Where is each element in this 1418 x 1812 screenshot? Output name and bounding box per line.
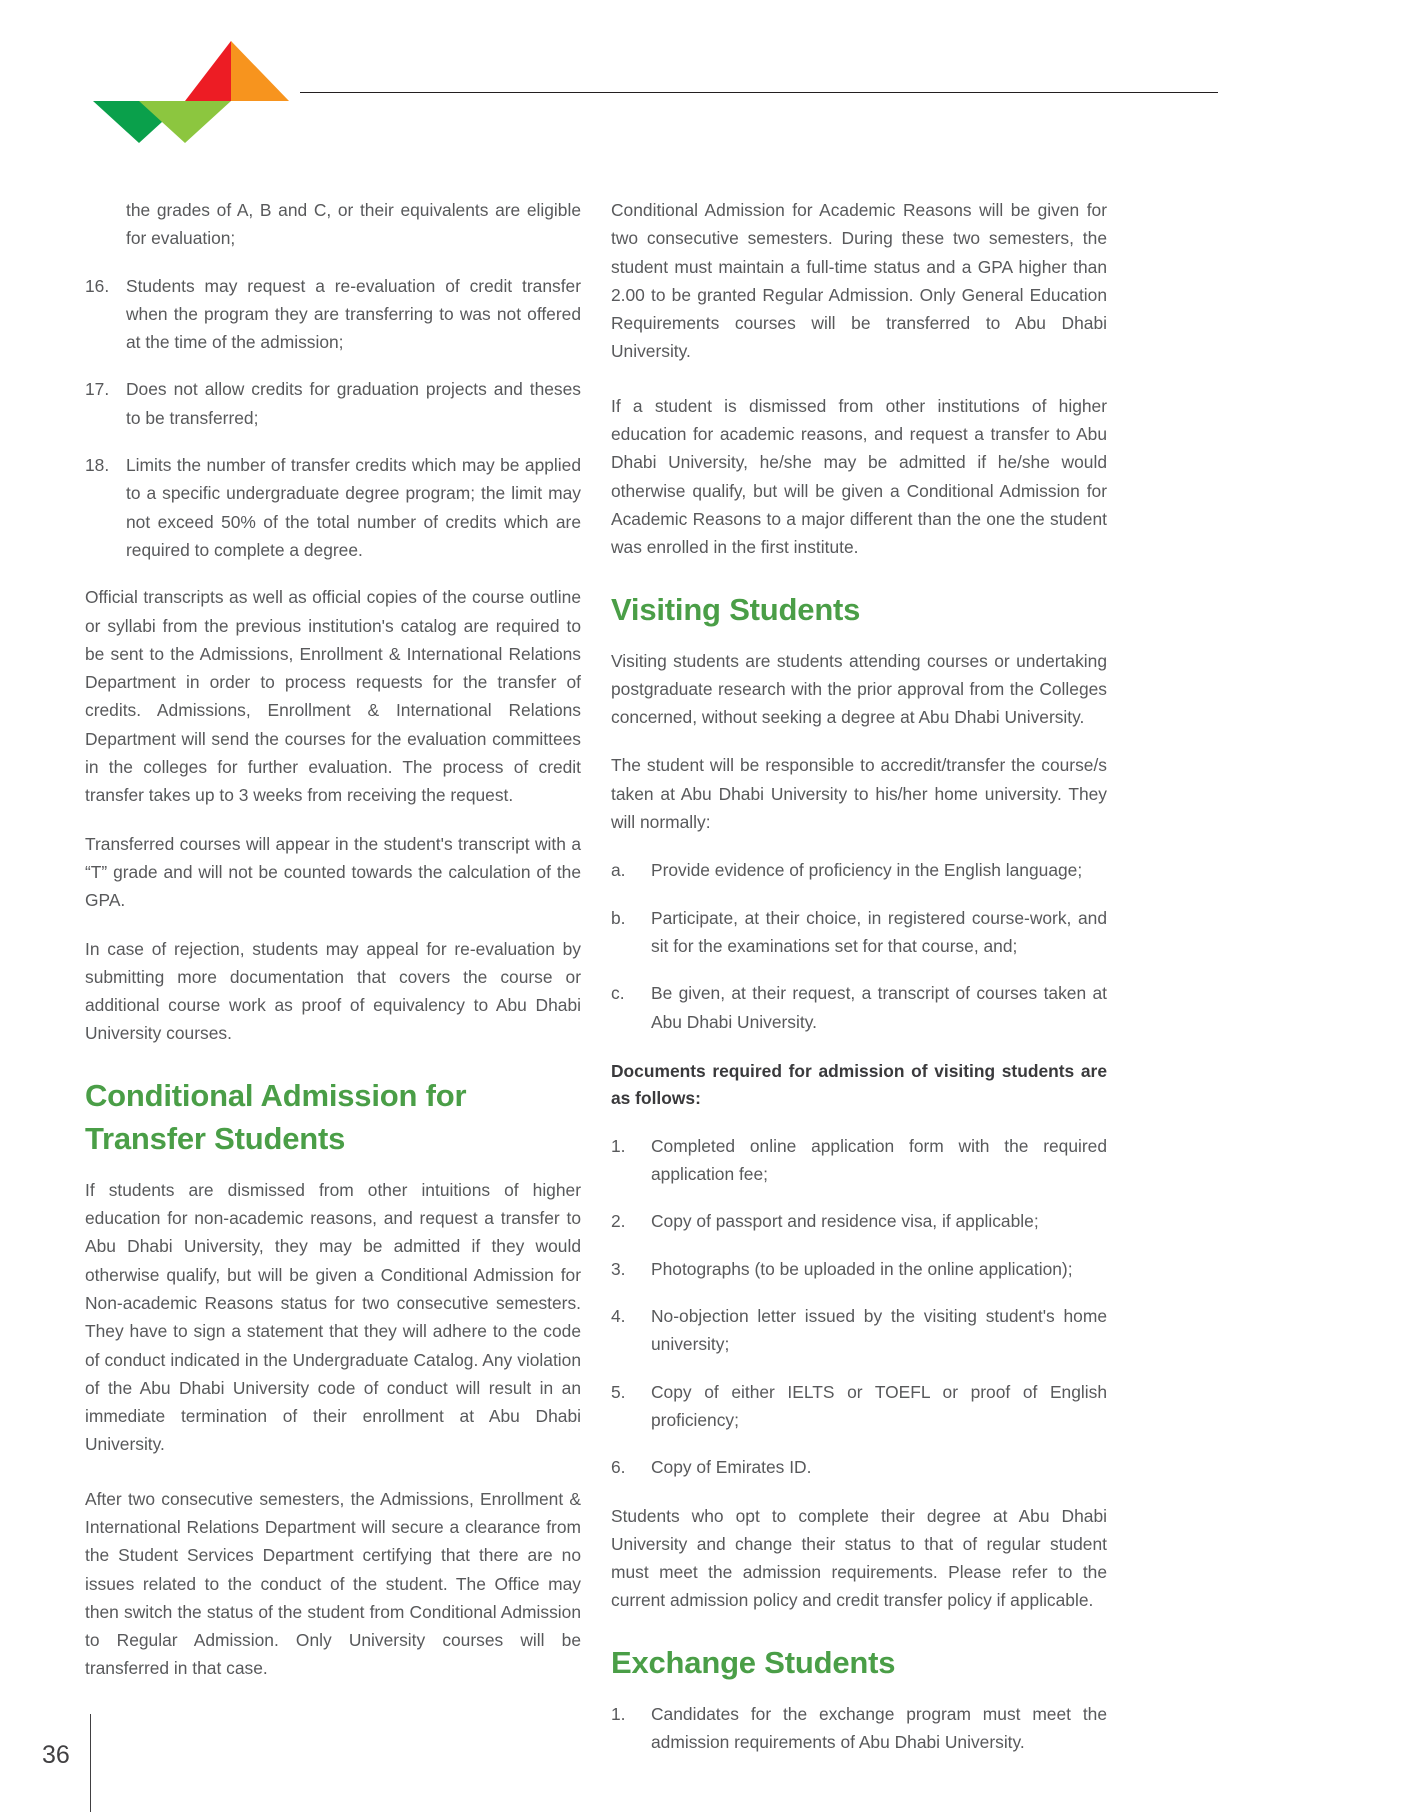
list-item-text: Participate, at their choice, in registered course-work, and sit for the examinations set for that course, and; [651,907,1107,956]
list-item-text: Does not allow credits for graduation projects and theses to be transferred; [126,379,581,428]
list-item-text: Copy of Emirates ID. [651,1457,812,1478]
list-item [611,1207,1107,1235]
body-paragraph: Transferred courses will appear in the student's transcript with a “T” grade and will not be counted towards the calculation of the GPA. [85,833,581,911]
list-item [85,451,581,564]
abu-dhabi-university-logo [93,41,289,143]
list-item-text: Completed online application form with the required application fee; [651,1135,1107,1185]
page-header [0,0,1418,160]
page-footer [0,1692,1418,1812]
header-divider-rule [300,92,1218,93]
list-item-marker: 18. [85,455,110,476]
list-item-text: Be given, at their request, a transcript of courses taken at Abu Dhabi University. [651,983,1107,1032]
visiting-students-lettered-list [611,856,1107,1035]
list-item-text: Limits the number of transfer credits which may be applied to a specific undergraduate degree program; the limit may not exceed 50% of the total number of credits which are required to complete a degree. [126,455,581,560]
left-text-column [85,196,581,1703]
section-heading-conditional-admission-transfer: Conditional Admission for Transfer Students [85,1077,467,1156]
page-number: 36 [42,1741,70,1769]
list-item-marker: 1. [611,1703,626,1724]
body-paragraph: If a student is dismissed from other institutions of higher education for academic reasons, and request a transfer to Abu Dhabi University, he/she may be admitted if he/she would otherwise qualify, but will be given a Conditional Admission for Academic Reasons to a major different than the one the student was enrolled in the first institute. [611,395,1107,558]
list-item-text: Copy of passport and residence visa, if applicable; [651,1211,1039,1232]
list-item-marker: 2. [611,1211,626,1232]
body-paragraph: Official transcripts as well as official copies of the course outline or syllabi from the previous institution's catalog are required to be sent to the Admissions, Enrollment & International Relations Department in order to process requests for the transfer of credits. Admissions, Enrollment & International Relations Department will send the courses for the evaluation committees in the colleges for further evaluation. The process of credit transfer takes up to 3 weeks from receiving the request. [85,587,581,806]
list-continuation-block [126,196,581,253]
body-paragraph: If students are dismissed from other intuitions of higher education for non-academic reasons, and request a transfer to Abu Dhabi University, they may be admitted if they would otherwise qualify, but will be given a Conditional Admission for Non-academic Reasons status for two consecutive semesters. They have to sign a statement that they will adhere to the code of conduct indicated in the Undergraduate Catalog. Any violation of the Abu Dhabi University code of conduct will result in an immediate termination of their enrollment at Abu Dhabi University. [85,1179,581,1455]
list-item-marker: a. [611,860,626,881]
list-item-marker: b. [611,907,626,928]
list-item [611,1378,1107,1435]
list-item-text: Copy of either IELTS or TOEFL or proof of English proficiency; [651,1381,1107,1430]
body-paragraph: After two consecutive semesters, the Admissions, Enrollment & International Relations Department will secure a clearance from the Student Services Department certifying that there are no issues related to the conduct of the student. The Office may then switch the status of the student from Conditional Admission to Regular Admission. Only University courses will be transferred in that case. [85,1488,581,1679]
list-item [611,1132,1107,1189]
list-item [611,856,1107,884]
body-paragraph: Conditional Admission for Academic Reasons will be given for two consecutive semesters. During these two semesters, the student must maintain a full-time status and a GPA higher than 2.00 to be granted Regular Admission. Only General Education Requirements courses will be transferred to Abu Dhabi University. [611,200,1107,362]
documents-required-lead: Documents required for admission of visiting students are as follows: [611,1060,1107,1108]
list-item [611,1453,1107,1481]
list-item [611,904,1107,961]
list-item-text: Students may request a re-evaluation of credit transfer when the program they are transferring to was not offered at the time of the admission; [126,275,581,353]
list-item [611,1255,1107,1283]
list-item [85,272,581,357]
list-item-text: No-objection letter issued by the visiting student's home university; [651,1306,1107,1355]
list-item-marker: c. [611,983,625,1004]
body-paragraph: The student will be responsible to accredit/transfer the course/s taken at Abu Dhabi University to his/her home university. They will normally: [611,755,1107,833]
list-item-marker: 3. [611,1258,626,1279]
orange-triangle-shape [231,41,289,101]
footer-divider-rule [90,1714,91,1812]
body-paragraph: In case of rejection, students may appeal for re-evaluation by submitting more documentation that covers the course or additional course work as proof of equivalency to Abu Dhabi University courses. [85,938,581,1044]
list-item-marker: 16. [85,275,110,296]
list-item-marker: 6. [611,1457,626,1478]
section-heading-exchange-students: Exchange Students [611,1644,896,1680]
list-item [85,375,581,432]
body-paragraph: Students who opt to complete their degree at Abu Dhabi University and change their status to that of regular student must meet the admission requirements. Please refer to the current admission policy and credit transfer policy if applicable. [611,1505,1107,1611]
list-item-text: Candidates for the exchange program must meet the admission requirements of Abu Dhabi University. [651,1703,1107,1752]
body-paragraph: Visiting students are students attending courses or undertaking postgraduate research with the prior approval from the Colleges concerned, without seeking a degree at Abu Dhabi University. [611,650,1107,728]
list-item [611,979,1107,1036]
right-text-column [611,196,1107,1756]
section-heading-visiting-students: Visiting Students [611,591,861,627]
list-continuation-text: the grades of A, B and C, or their equivalents are eligible for evaluation; [126,200,581,249]
list-item-text: Photographs (to be uploaded in the online application); [651,1258,1073,1279]
list-item [611,1302,1107,1359]
list-item-marker: 5. [611,1381,626,1402]
list-item-marker: 1. [611,1135,626,1156]
list-item-marker: 4. [611,1306,626,1327]
list-item-text: Provide evidence of proficiency in the English language; [651,860,1083,881]
left-numbered-list [85,272,581,565]
visiting-students-documents-list [611,1132,1107,1482]
list-item-marker: 17. [85,379,110,400]
